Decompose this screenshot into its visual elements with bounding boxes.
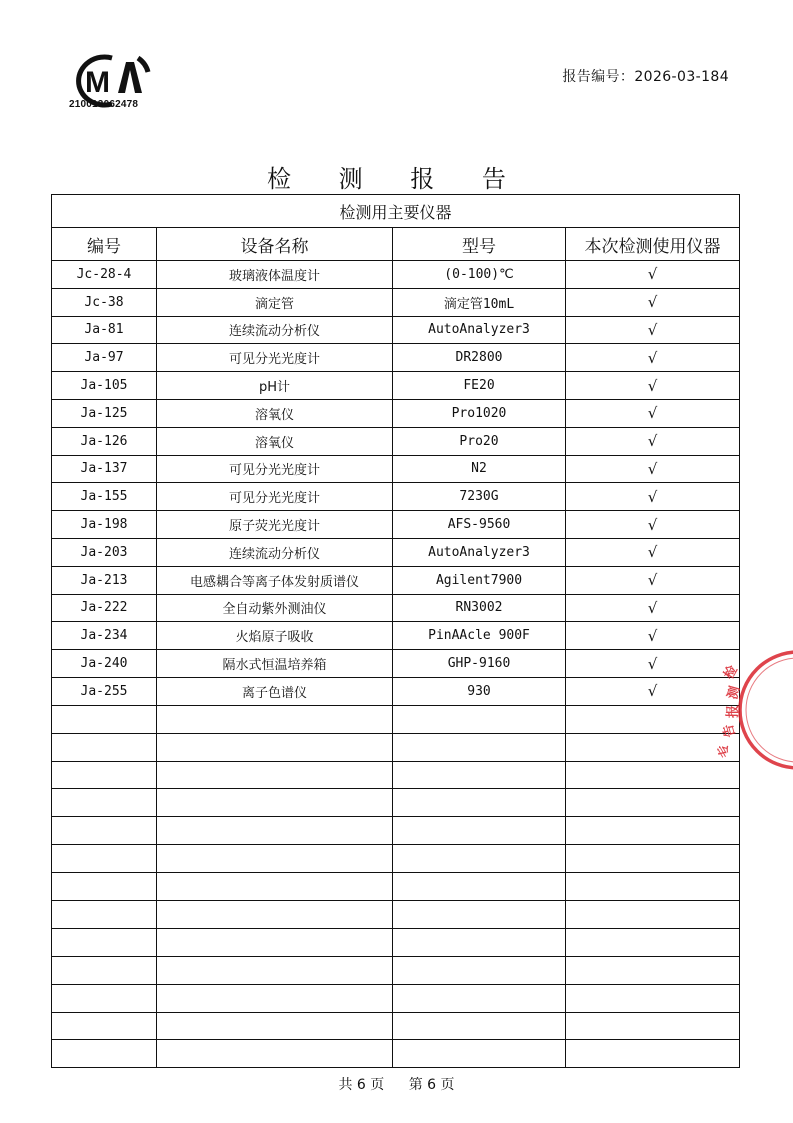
empty-cell [157, 845, 393, 873]
svg-text:测: 测 [725, 684, 744, 702]
empty-cell [52, 1040, 157, 1068]
cell-name: 隔水式恒温培养箱 [157, 650, 393, 678]
empty-cell [157, 761, 393, 789]
empty-cell [393, 705, 566, 733]
table-row [52, 566, 740, 594]
empty-cell [566, 761, 740, 789]
cell-code: Ja-125 [52, 399, 157, 427]
table-row [52, 261, 740, 289]
cell-model: 930 [393, 677, 566, 705]
empty-cell [393, 873, 566, 901]
instrument-table [51, 194, 740, 1068]
table-row [52, 316, 740, 344]
cell-code: Ja-255 [52, 677, 157, 705]
total-pages: 共 6 页 [338, 1077, 385, 1093]
empty-cell [566, 817, 740, 845]
empty-cell [52, 984, 157, 1012]
cell-model: RN3002 [393, 594, 566, 622]
table-row [52, 594, 740, 622]
report-number: 报告编号：2026-03-184 [562, 69, 729, 85]
cell-code: Ja-222 [52, 594, 157, 622]
cell-name: 溶氧仪 [157, 427, 393, 455]
cell-name: 原子荧光光度计 [157, 511, 393, 539]
current-page: 第 6 页 [408, 1077, 455, 1093]
table-row [52, 455, 740, 483]
red-seal-stamp [714, 652, 793, 772]
empty-table-row [52, 956, 740, 984]
cell-code: Ja-198 [52, 511, 157, 539]
cell-name: 可见分光光度计 [157, 483, 393, 511]
cell-code: Jc-38 [52, 288, 157, 316]
cell-used: √ [566, 511, 740, 539]
cell-used: √ [566, 483, 740, 511]
cell-code: Ja-81 [52, 316, 157, 344]
empty-cell [393, 928, 566, 956]
empty-cell [566, 1040, 740, 1068]
empty-cell [157, 789, 393, 817]
cell-name: 滴定管 [157, 288, 393, 316]
cell-code: Ja-155 [52, 483, 157, 511]
empty-cell [157, 817, 393, 845]
cell-name: 电感耦合等离子体发射质谱仪 [157, 566, 393, 594]
svg-text:专: 专 [714, 740, 735, 760]
cell-used: √ [566, 288, 740, 316]
empty-cell [566, 789, 740, 817]
cell-code: Ja-105 [52, 372, 157, 400]
empty-cell [52, 845, 157, 873]
empty-cell [566, 873, 740, 901]
empty-cell [566, 900, 740, 928]
cell-model: 滴定管10mL [393, 288, 566, 316]
cell-name: 玻璃液体温度计 [157, 261, 393, 289]
empty-cell [566, 928, 740, 956]
table-row [52, 677, 740, 705]
empty-cell [393, 733, 566, 761]
empty-table-row [52, 900, 740, 928]
cell-name: 可见分光光度计 [157, 455, 393, 483]
empty-cell [393, 900, 566, 928]
cell-used: √ [566, 455, 740, 483]
table-row [52, 427, 740, 455]
empty-cell [393, 1012, 566, 1040]
cell-model: Pro20 [393, 427, 566, 455]
empty-cell [393, 956, 566, 984]
cell-model: GHP-9160 [393, 650, 566, 678]
table-row [52, 344, 740, 372]
empty-cell [393, 761, 566, 789]
cell-model: AutoAnalyzer3 [393, 316, 566, 344]
cell-model: Agilent7900 [393, 566, 566, 594]
cell-used: √ [566, 622, 740, 650]
empty-cell [566, 1012, 740, 1040]
cell-used: √ [566, 399, 740, 427]
page-title: 检 测 报 告 [267, 165, 526, 193]
cell-name: 全自动紫外测油仪 [157, 594, 393, 622]
table-row [52, 372, 740, 400]
svg-text:检: 检 [721, 663, 741, 682]
svg-text:报: 报 [726, 704, 741, 718]
logo-certificate-code: 210013062478 [69, 99, 139, 110]
cell-model: DR2800 [393, 344, 566, 372]
table-row [52, 483, 740, 511]
empty-cell [52, 761, 157, 789]
cell-code: Ja-126 [52, 427, 157, 455]
table-row [52, 511, 740, 539]
column-header-used: 本次检测使用仪器 [566, 228, 740, 261]
empty-cell [157, 733, 393, 761]
empty-cell [393, 817, 566, 845]
empty-cell [52, 956, 157, 984]
cell-used: √ [566, 344, 740, 372]
cell-code: Ja-234 [52, 622, 157, 650]
empty-cell [566, 956, 740, 984]
empty-cell [157, 873, 393, 901]
empty-table-row [52, 1040, 740, 1068]
cell-model: 7230G [393, 483, 566, 511]
empty-table-row [52, 705, 740, 733]
empty-cell [393, 845, 566, 873]
column-header-name: 设备名称 [157, 228, 393, 261]
table-row [52, 288, 740, 316]
cell-used: √ [566, 594, 740, 622]
column-header-code: 编号 [52, 228, 157, 261]
empty-cell [566, 984, 740, 1012]
cell-model: Pro1020 [393, 399, 566, 427]
empty-cell [157, 705, 393, 733]
table-row [52, 538, 740, 566]
empty-cell [52, 733, 157, 761]
empty-table-row [52, 1012, 740, 1040]
cell-used: √ [566, 677, 740, 705]
empty-cell [52, 900, 157, 928]
empty-cell [157, 956, 393, 984]
page-footer [0, 1074, 793, 1094]
cell-used: √ [566, 538, 740, 566]
empty-table-row [52, 789, 740, 817]
empty-cell [157, 984, 393, 1012]
empty-cell [52, 1012, 157, 1040]
table-row [52, 399, 740, 427]
empty-cell [566, 733, 740, 761]
cell-model: AFS-9560 [393, 511, 566, 539]
cell-used: √ [566, 566, 740, 594]
empty-cell [52, 789, 157, 817]
empty-table-row [52, 733, 740, 761]
cell-code: Ja-203 [52, 538, 157, 566]
table-row [52, 650, 740, 678]
empty-cell [393, 984, 566, 1012]
cell-name: pH计 [157, 372, 393, 400]
empty-cell [52, 705, 157, 733]
empty-cell [157, 1040, 393, 1068]
cell-model: N2 [393, 455, 566, 483]
cell-used: √ [566, 427, 740, 455]
cell-code: Ja-213 [52, 566, 157, 594]
cell-name: 连续流动分析仪 [157, 316, 393, 344]
empty-table-row [52, 928, 740, 956]
empty-cell [393, 1040, 566, 1068]
empty-table-row [52, 873, 740, 901]
cell-used: √ [566, 261, 740, 289]
cell-code: Ja-240 [52, 650, 157, 678]
empty-cell [157, 1012, 393, 1040]
empty-cell [566, 845, 740, 873]
empty-cell [393, 789, 566, 817]
cell-name: 连续流动分析仪 [157, 538, 393, 566]
cell-model: AutoAnalyzer3 [393, 538, 566, 566]
cell-used: √ [566, 372, 740, 400]
cell-code: Jc-28-4 [52, 261, 157, 289]
empty-cell [52, 873, 157, 901]
cell-model: (0-100)℃ [393, 261, 566, 289]
empty-cell [157, 928, 393, 956]
cell-used: √ [566, 316, 740, 344]
column-header-model: 型号 [393, 228, 566, 261]
empty-table-row [52, 817, 740, 845]
cell-code: Ja-137 [52, 455, 157, 483]
empty-table-row [52, 761, 740, 789]
table-row [52, 622, 740, 650]
cell-name: 溶氧仪 [157, 399, 393, 427]
empty-cell [566, 705, 740, 733]
empty-cell [157, 900, 393, 928]
svg-text:告: 告 [721, 722, 739, 739]
cell-code: Ja-97 [52, 344, 157, 372]
table-section-title: 检测用主要仪器 [52, 195, 740, 228]
empty-cell [52, 928, 157, 956]
empty-table-row [52, 845, 740, 873]
cell-model: FE20 [393, 372, 566, 400]
cell-name: 离子色谱仪 [157, 677, 393, 705]
empty-table-row [52, 984, 740, 1012]
svg-text:M: M [85, 66, 110, 99]
cell-model: PinAAcle 900F [393, 622, 566, 650]
empty-cell [52, 817, 157, 845]
cell-name: 火焰原子吸收 [157, 622, 393, 650]
cell-name: 可见分光光度计 [157, 344, 393, 372]
cell-used: √ [566, 650, 740, 678]
